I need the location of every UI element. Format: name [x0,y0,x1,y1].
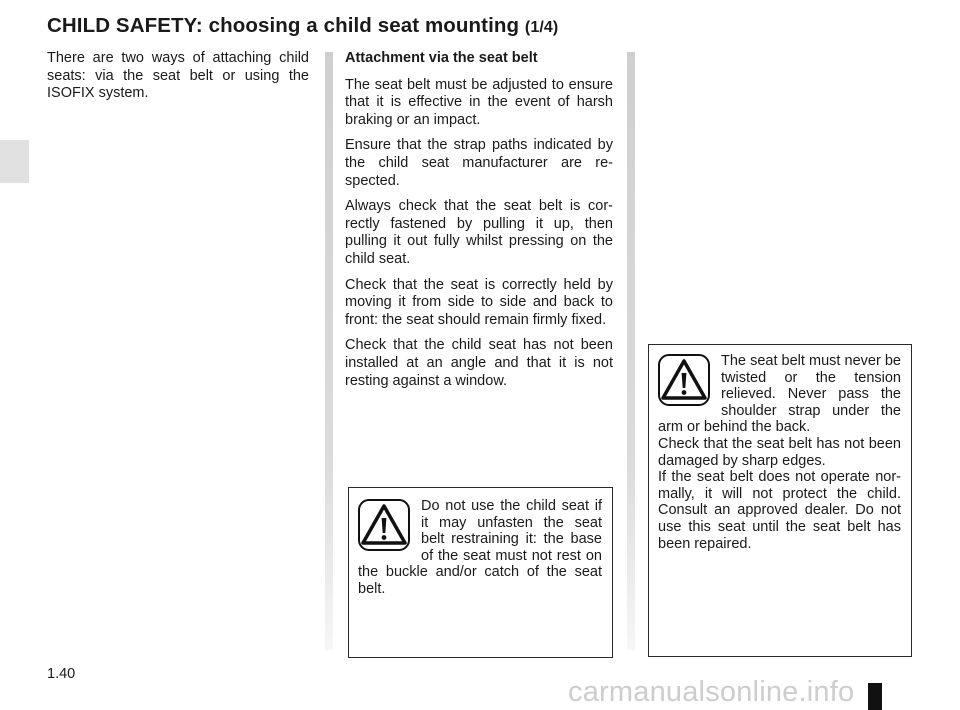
body-paragraph: Ensure that the strap paths indicated by the child seat manufacturer are re-spected. [345,137,613,189]
page-number: 1.40 [47,666,76,682]
warning-text: If the seat belt does not operate nor-mally, it will not protect the child. Consult an approved dealer. Do not use this seat until the seat belt has been repaired. [658,469,901,552]
intro-paragraph: There are two ways of attaching child seats: via the seat belt or using the ISOFIX system. [47,50,309,102]
page-title [47,14,558,38]
body-paragraph: Always check that the seat belt is cor-rectly fastened by pulling it up, then pulling it out fully whilst pressing on the child seat. [345,198,613,267]
warning-text: Check that the seat belt has not been damaged by sharp edges. [658,435,901,469]
page-title-suffix: (1/4) [524,19,559,36]
section-heading: Attachment via the seat belt [345,50,538,66]
body-paragraph: Check that the child seat has not been installed at an angle and that it is not resting against a window. [345,337,613,389]
column-divider-right [627,52,635,650]
chapter-side-tab [0,140,29,183]
watermark: carmanualsonline.info [568,676,855,708]
warning-text: Do not use the child seat if it may unfasten the seat belt restraining it: the base of the seat must not rest on the buckle and/or catch of the seat belt. [358,498,602,597]
warning-box [648,344,912,657]
body-paragraph: Check that the seat is correctly held by moving it from side to side and back to front: the seat should remain firmly fixed. [345,276,613,328]
page-corner-marker [868,683,882,710]
warning-text: The seat belt must never be twisted or the tension relieved. Never pass the shoulder strap under the arm or behind the back. [658,353,901,436]
warning-box [348,487,613,658]
warning-triangle-icon [658,354,710,406]
column-divider-left [325,52,333,650]
body-paragraph: The seat belt must be adjusted to ensure that it is effective in the event of harsh braking or an impact. [345,76,613,128]
warning-triangle-icon [358,499,410,551]
page-title-text: CHILD SAFETY: choosing a child seat mounting [47,14,520,37]
main-column [345,50,613,398]
